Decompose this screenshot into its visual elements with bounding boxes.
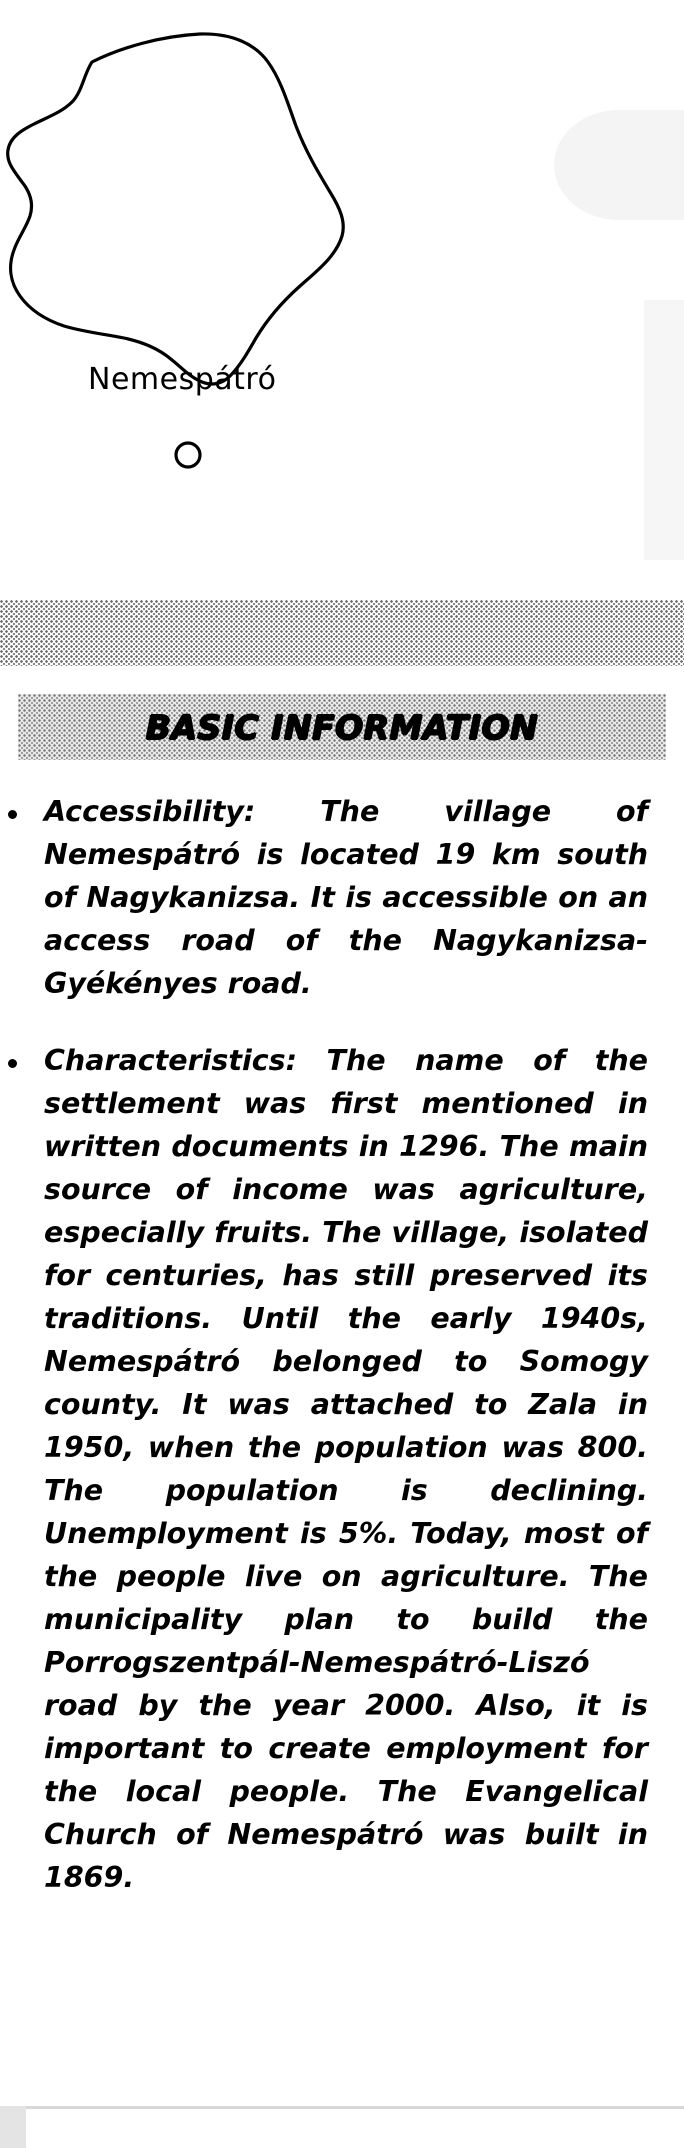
characteristics-paragraph: Characteristics: The name of the settlement was first mentioned in written documents in 1296. The main source of income was agriculture, especially fruits. The village, isolated for centuries, has still preserved its traditions. Until the early 1940s, Nemespátró belonged to Somogy county. It was attached to Zala in 1950, when the population was 800. The population is declining. Unemployment is 5%. Today, most of the people live on agriculture. The municipality plan to build the Porrogszentpál-Nemespátró-Liszó road by the year 2000. Also, it is important to create employment for the local people. The Evangelical Church of Nemespátró was built in 1869.: [44, 1044, 648, 1894]
village-name-label: Nemespátró: [88, 362, 277, 397]
bullet-dot-icon: [8, 1059, 17, 1068]
halftone-separator-band: [0, 600, 684, 666]
section-header-title: BASIC INFORMATION: [145, 707, 539, 747]
list-item: [0, 790, 684, 1005]
page-bottom-divider: [0, 2106, 684, 2109]
section-header-bar: [18, 694, 666, 760]
bullet-dot-icon: [8, 810, 17, 819]
accessibility-paragraph: Accessibility: The village of Nemespátró is located 19 km south of Nagykanizsa. It is accessible on an access road of the Nagykanizsa-Gyékényes road.: [44, 795, 648, 1000]
village-map-figure: [0, 0, 684, 600]
village-boundary-outline: [0, 0, 684, 600]
section-body: [0, 790, 684, 1933]
settlement-marker: [176, 443, 200, 467]
list-item: [0, 1039, 684, 1899]
page-edge-artifact: [0, 2106, 26, 2148]
section-header-area: [0, 666, 684, 786]
